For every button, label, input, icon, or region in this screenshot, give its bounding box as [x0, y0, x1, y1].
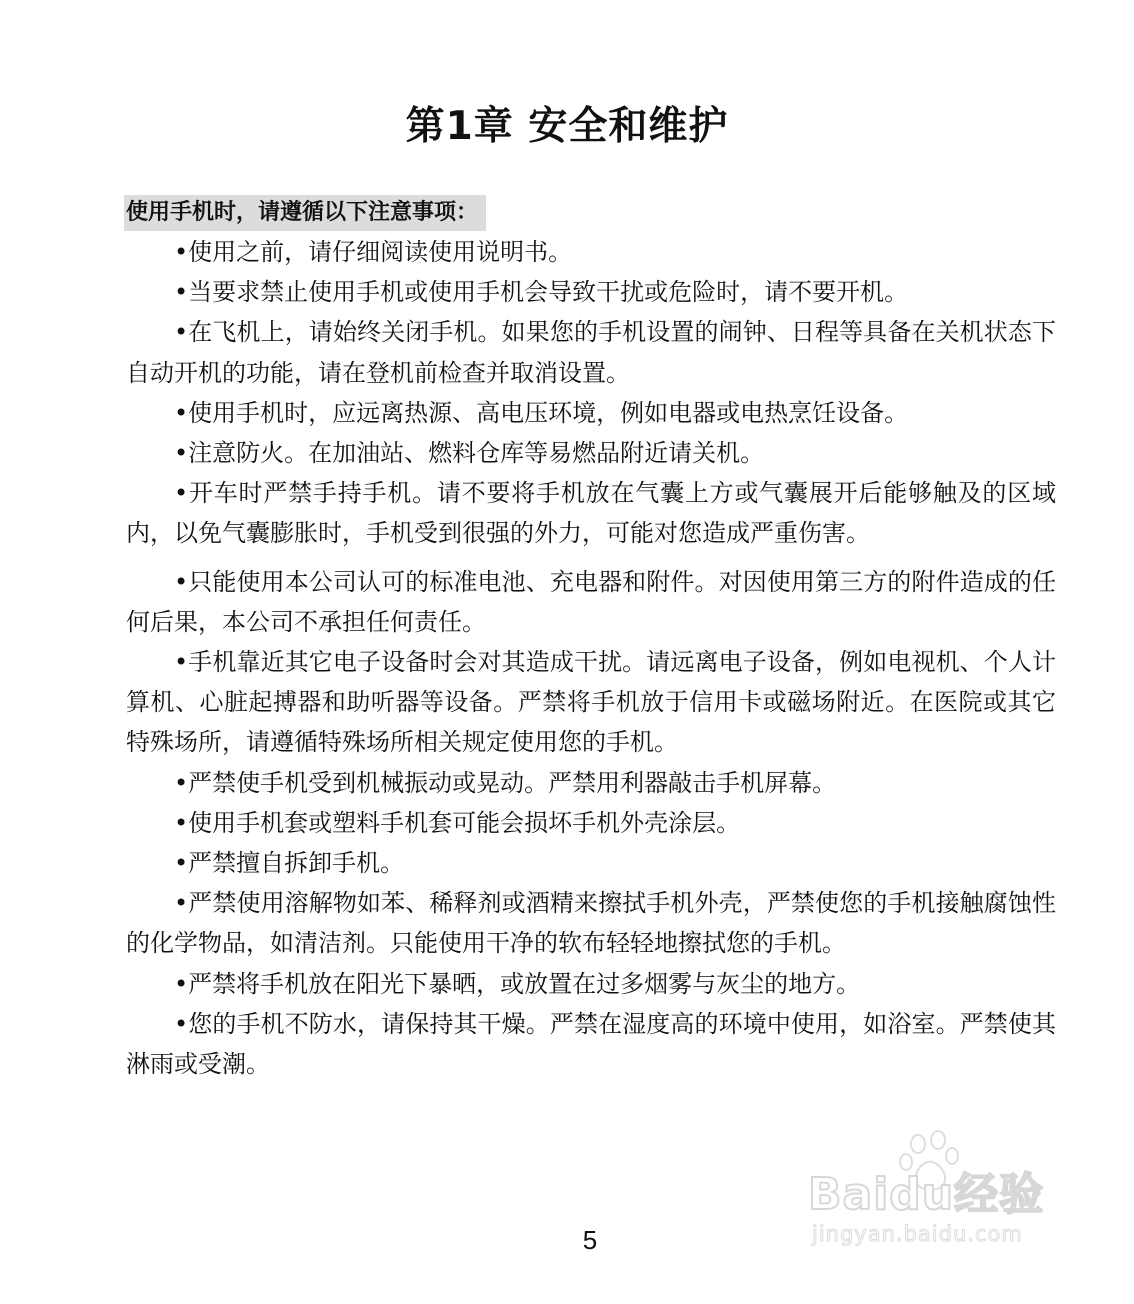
list-item: •手机靠近其它电子设备时会对其造成干扰。请远离电子设备，例如电视机、个人计算机、心脏起搏器和助听器等设备。严禁将手机放于信用卡或磁场附近。在医院或其它特殊场所，请遵循特殊场所相关规定使用您的手机。	[126, 648, 1056, 757]
page-number: 5	[582, 1225, 598, 1255]
list-item: •严禁擅自拆卸手机。	[174, 849, 405, 878]
list-item: •使用之前，请仔细阅读使用说明书。	[174, 238, 573, 266]
list-item: •只能使用本公司认可的标准电池、充电器和附件。对因使用第三方的附件造成的任何后果，本公司不承担任何责任。	[126, 567, 1056, 636]
list-item: •在飞机上，请始终关闭手机。如果您的手机设置的闹钟、日程等具备在关机状态下自动开机的功能，请在登机前检查并取消设置。	[126, 318, 1056, 387]
list-item: •使用手机时，应远离热源、高电压环境，例如电器或电热烹饪设备。	[174, 398, 909, 427]
baidu-jingyan-watermark	[808, 1130, 1098, 1260]
watermark-logo: Baidu经验	[808, 1169, 1045, 1220]
list-item: •当要求禁止使用手机或使用手机会导致干扰或危险时，请不要开机。	[174, 278, 909, 307]
list-item: •您的手机不防水，请保持其干燥。严禁在湿度高的环境中使用，如浴室。严禁使其淋雨或受潮。	[126, 1009, 1056, 1079]
list-item: •注意防火。在加油站、燃料仓库等易燃品附近请关机。	[174, 439, 765, 468]
section-heading: 使用手机时，请遵循以下注意事项：	[124, 195, 486, 231]
list-item: •严禁将手机放在阳光下暴晒，或放置在过多烟雾与灰尘的地方。	[174, 969, 861, 998]
list-item: •使用手机套或塑料手机套可能会损坏手机外壳涂层。	[174, 808, 741, 837]
chapter-title: 第1章 安全和维护	[405, 104, 729, 149]
precautions-list	[126, 232, 1056, 1084]
watermark-url: jingyan.baidu.com	[812, 1222, 1023, 1246]
list-item: •严禁使手机受到机械振动或晃动。严禁用利器敲击手机屏幕。	[174, 768, 837, 797]
list-item: •严禁使用溶解物如苯、稀释剂或酒精来擦拭手机外壳，严禁使您的手机接触腐蚀性的化学物品，如清洁剂。只能使用干净的软布轻轻地擦拭您的手机。	[126, 889, 1056, 958]
list-item: •开车时严禁手持手机。请不要将手机放在气囊上方或气囊展开后能够触及的区域内，以免气囊膨胀时，手机受到很强的外力，可能对您造成严重伤害。	[126, 479, 1056, 548]
